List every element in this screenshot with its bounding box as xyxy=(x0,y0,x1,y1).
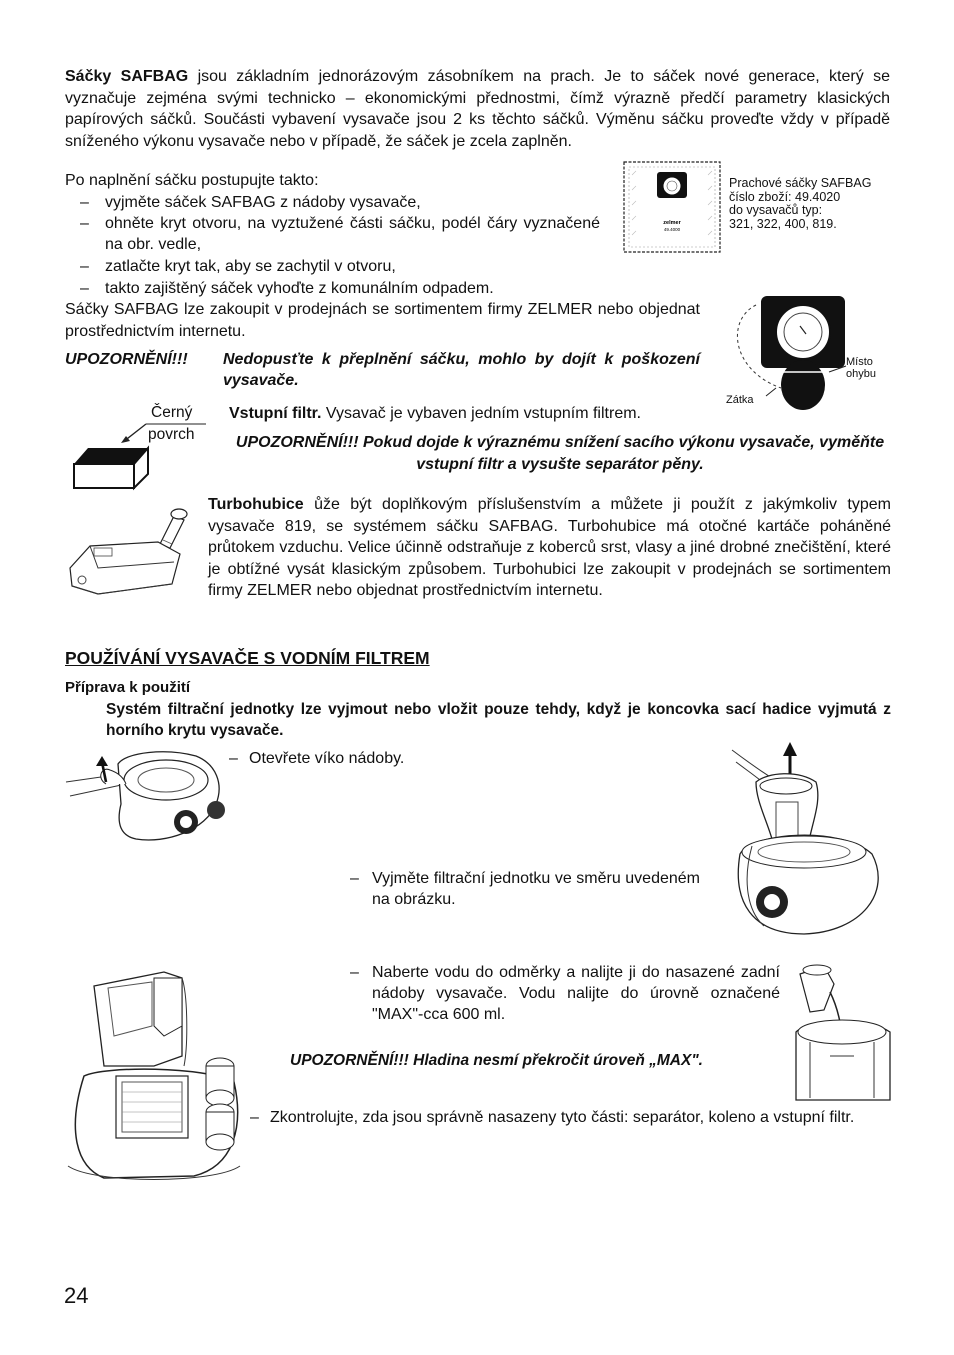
step-item-4: – takto zajištěný sáček vyhoďte z komunálním odpadem. xyxy=(80,280,494,297)
safbag-purchase: Sáčky SAFBAG lze zakoupit v prodejnách se sortimentem firmy ZELMER nebo objednat prostřednictvím internetu. xyxy=(65,301,700,340)
step-pour-water: – Naberte vodu do odměrky a nalijte ji do nasazené zadní nádoby vysavače. Vodu nalijte do úrovně označené "MAX"-cca 600 ml. xyxy=(350,964,780,1023)
page-number: 24 xyxy=(64,1283,89,1308)
turbo-text: Turbohubice ůže být doplňkovým příslušenstvím a můžete ji použít z jakýmkoliv typem vysavače 819, se systémem sáčku SAFBAG. Turbohubice má otočné kartáče poháněné průtokem vzduchu. Velice účinně odstraňuje z koberců srst, vlasy a jiné drobné znečištění, které je obtížné vysát klasickým způsobem. Turbohubici lze zakoupit v prodejnách se sortimentem firmy ZELMER nebo objednat prostřednictvím internetu. xyxy=(208,496,891,600)
preparation-subheading: Příprava k použití xyxy=(65,679,191,696)
fold-label: Místo ohybu xyxy=(846,356,876,380)
warning-text: Nedopusťte k přeplnění sáčku, mohlo by dojít k poškození vysavače. xyxy=(223,351,700,389)
filter-unit-figure xyxy=(64,966,244,1184)
step-remove-filter: – Vyjměte filtrační jednotku ve směru uvedeném na obrázku. xyxy=(350,870,700,908)
plug-label: Zátka xyxy=(726,394,754,406)
open-lid-figure xyxy=(66,744,226,849)
step-item-1: – vyjměte sáček SAFBAG z nádoby vysavače, xyxy=(80,194,421,211)
safbag-package-figure xyxy=(622,160,722,254)
bag-logo-text: zelmer xyxy=(663,220,681,226)
safbag-lead: Sáčky SAFBAG xyxy=(65,68,189,85)
turbo-brush-figure xyxy=(62,500,202,600)
safbag-caption: Prachové sáčky SAFBAG číslo zboží: 49.4020 do vysavačů typ: 321, 322, 400, 819. xyxy=(729,176,872,231)
preparation-note: Systém filtrační jednotky lze vyjmout nebo vložit pouze tehdy, když je koncovka sací hadice vyjmutá z horního krytu vysavače. xyxy=(106,701,891,739)
pour-water-figure xyxy=(790,962,894,1102)
black-surface-label: Černý povrch xyxy=(148,404,195,443)
bag-code-text: 49.4000 xyxy=(663,227,681,232)
step-open-lid: – Otevřete víko nádoby. xyxy=(229,750,405,767)
filter-text: Vstupní filtr. Vysavač je vybaven jedním vstupním filtrem. xyxy=(229,405,641,422)
step-check-parts: – Zkontrolujte, zda jsou správně nasazeny tyto části: separátor, koleno a vstupní filtr. xyxy=(250,1109,855,1126)
step-item-3: – zatlačte kryt tak, aby se zachytil v otvoru, xyxy=(80,258,396,275)
remove-filter-figure xyxy=(712,742,892,940)
step-item-2: – ohněte kryt otvoru, na vyztužené části sáčku, podél čáry vyznačené na obr. vedle, xyxy=(80,215,600,253)
input-filter-figure xyxy=(68,402,208,497)
water-filter-heading: POUŽÍVÁNÍ VYSAVAČE S VODNÍM FILTREM xyxy=(65,648,430,668)
steps-intro: Po naplnění sáčku postupujte takto: xyxy=(65,172,319,189)
filter-warning: UPOZORNĚNÍ!!! Pokud dojde k výraznému snížení sacího výkonu vysavače, vyměňte vstupní filtr a vysušte separátor pěny. xyxy=(235,434,885,473)
water-warning: UPOZORNĚNÍ!!! Hladina nesmí překročit úroveň „MAX". xyxy=(290,1052,703,1069)
safbag-intro: Sáčky SAFBAG jsou základním jednorázovým zásobníkem na prach. Je to sáček nové generace, který se vyznačuje zejména svými technicko – ekonomickými přednostmi, čímž výrazně předčí parametry klasických papírových sáčků. Součásti vybavení vysavače jsou 2 ks těchto sáčků. Výměnu sáčku proveďte vždy v případě sníženého výkonu vysavače nebo v případě, že sáček je zcela zaplněn. xyxy=(65,68,890,150)
warning-label: UPOZORNĚNÍ!!! xyxy=(65,351,188,368)
